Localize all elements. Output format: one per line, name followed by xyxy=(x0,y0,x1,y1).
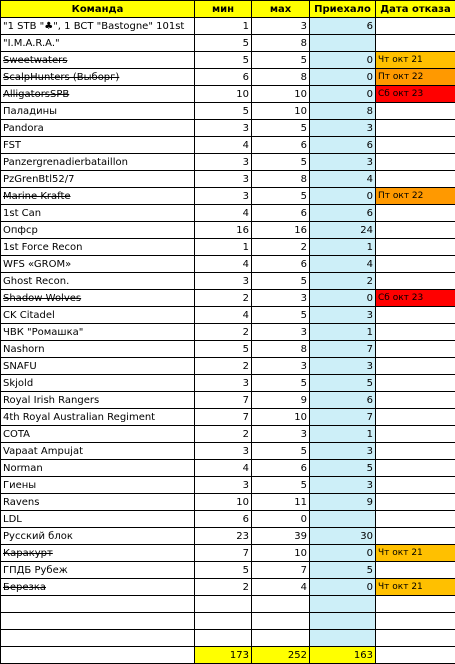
refusal-date-cell[interactable] xyxy=(376,630,455,647)
table-row xyxy=(1,137,455,154)
team-cell[interactable]: ГПДБ Рубеж xyxy=(1,562,195,579)
min-cell[interactable]: 6 xyxy=(195,511,252,528)
max-cell[interactable]: 10 xyxy=(252,86,310,103)
min-cell[interactable]: 3 xyxy=(195,477,252,494)
max-cell[interactable]: 5 xyxy=(252,120,310,137)
max-cell[interactable]: 5 xyxy=(252,154,310,171)
max-cell[interactable]: 5 xyxy=(252,477,310,494)
refusal-date-cell[interactable] xyxy=(376,562,455,579)
max-cell[interactable]: 3 xyxy=(252,426,310,443)
team-cell[interactable] xyxy=(1,613,195,630)
team-cell[interactable]: "1 STB "♣", 1 BCT "Bastogne" 101st xyxy=(1,18,195,35)
refusal-date-cell[interactable] xyxy=(376,205,455,222)
team-cell[interactable]: Русский блок xyxy=(1,528,195,545)
table-row xyxy=(1,222,455,239)
arrived-cell[interactable]: 6 xyxy=(310,18,376,35)
team-cell[interactable]: Березка xyxy=(1,579,195,596)
min-cell[interactable]: 5 xyxy=(195,52,252,69)
table-row xyxy=(1,579,455,596)
total-refusal-cell[interactable] xyxy=(376,647,455,664)
arrived-cell[interactable] xyxy=(310,630,376,647)
min-cell[interactable] xyxy=(195,630,252,647)
team-cell[interactable]: 1st Can xyxy=(1,205,195,222)
max-cell[interactable]: 2 xyxy=(252,239,310,256)
min-cell[interactable]: 3 xyxy=(195,273,252,290)
refusal-date-cell[interactable] xyxy=(376,477,455,494)
min-cell[interactable]: 7 xyxy=(195,409,252,426)
arrived-cell[interactable]: 4 xyxy=(310,171,376,188)
team-cell[interactable] xyxy=(1,596,195,613)
team-cell[interactable]: WFS «GROM» xyxy=(1,256,195,273)
table-row xyxy=(1,307,455,324)
team-cell[interactable]: Royal Irish Rangers xyxy=(1,392,195,409)
arrived-cell[interactable]: 3 xyxy=(310,443,376,460)
team-cell[interactable]: SNAFU xyxy=(1,358,195,375)
refusal-date-cell[interactable] xyxy=(376,222,455,239)
max-cell[interactable]: 5 xyxy=(252,375,310,392)
table-row xyxy=(1,69,455,86)
arrived-cell[interactable]: 0 xyxy=(310,545,376,562)
table-row xyxy=(1,35,455,52)
max-cell[interactable]: 5 xyxy=(252,273,310,290)
refusal-date-cell[interactable] xyxy=(376,171,455,188)
team-cell[interactable]: 4th Royal Australian Regiment xyxy=(1,409,195,426)
refusal-date-cell[interactable] xyxy=(376,528,455,545)
refusal-date-cell[interactable] xyxy=(376,443,455,460)
table-row xyxy=(1,562,455,579)
min-cell[interactable]: 3 xyxy=(195,443,252,460)
table-row xyxy=(1,341,455,358)
min-cell[interactable]: 4 xyxy=(195,307,252,324)
team-cell[interactable]: Паладины xyxy=(1,103,195,120)
max-cell[interactable]: 6 xyxy=(252,460,310,477)
arrived-cell[interactable]: 7 xyxy=(310,341,376,358)
refusal-date-cell[interactable] xyxy=(376,375,455,392)
min-cell[interactable]: 10 xyxy=(195,494,252,511)
table-row xyxy=(1,477,455,494)
min-cell[interactable]: 4 xyxy=(195,460,252,477)
team-cell[interactable]: LDL xyxy=(1,511,195,528)
refusal-date-cell[interactable] xyxy=(376,307,455,324)
max-cell[interactable]: 8 xyxy=(252,171,310,188)
max-cell[interactable]: 8 xyxy=(252,69,310,86)
refusal-date-cell[interactable] xyxy=(376,392,455,409)
team-cell[interactable]: Гиены xyxy=(1,477,195,494)
arrived-cell[interactable]: 9 xyxy=(310,494,376,511)
min-cell[interactable]: 3 xyxy=(195,171,252,188)
team-cell[interactable]: Marine Krafte xyxy=(1,188,195,205)
arrived-cell[interactable]: 0 xyxy=(310,188,376,205)
table-row xyxy=(1,239,455,256)
min-cell[interactable] xyxy=(195,613,252,630)
refusal-date-cell[interactable] xyxy=(376,103,455,120)
refusal-date-cell[interactable] xyxy=(376,18,455,35)
header-refusal-date[interactable]: Дата отказа xyxy=(376,1,455,18)
max-cell[interactable]: 3 xyxy=(252,358,310,375)
max-cell[interactable]: 6 xyxy=(252,137,310,154)
team-cell[interactable]: "I.M.A.R.A." xyxy=(1,35,195,52)
table-row xyxy=(1,358,455,375)
refusal-date-cell[interactable] xyxy=(376,613,455,630)
totals-label-cell[interactable] xyxy=(1,647,195,664)
min-cell[interactable]: 3 xyxy=(195,375,252,392)
min-cell[interactable]: 2 xyxy=(195,290,252,307)
arrived-cell[interactable]: 30 xyxy=(310,528,376,545)
max-cell[interactable] xyxy=(252,613,310,630)
max-cell[interactable]: 5 xyxy=(252,188,310,205)
refusal-date-cell[interactable] xyxy=(376,256,455,273)
team-cell[interactable] xyxy=(1,630,195,647)
team-cell[interactable]: Vapaat Ampujat xyxy=(1,443,195,460)
arrived-cell[interactable] xyxy=(310,596,376,613)
max-cell[interactable]: 3 xyxy=(252,324,310,341)
arrived-cell[interactable]: 6 xyxy=(310,137,376,154)
team-cell[interactable]: 1st Force Recon xyxy=(1,239,195,256)
arrived-cell[interactable] xyxy=(310,35,376,52)
team-cell[interactable]: Sweetwaters xyxy=(1,52,195,69)
refusal-date-cell[interactable] xyxy=(376,324,455,341)
table-row xyxy=(1,426,455,443)
team-cell[interactable]: Norman xyxy=(1,460,195,477)
max-cell[interactable]: 4 xyxy=(252,579,310,596)
arrived-cell[interactable]: 0 xyxy=(310,69,376,86)
arrived-cell[interactable] xyxy=(310,613,376,630)
arrived-cell[interactable]: 3 xyxy=(310,307,376,324)
header-team[interactable]: Команда xyxy=(1,1,195,18)
header-arrived[interactable]: Приехало xyxy=(310,1,376,18)
team-cell[interactable]: Nashorn xyxy=(1,341,195,358)
team-cell[interactable]: Ravens xyxy=(1,494,195,511)
min-cell[interactable]: 3 xyxy=(195,188,252,205)
min-cell[interactable]: 5 xyxy=(195,103,252,120)
team-cell[interactable]: Pandora xyxy=(1,120,195,137)
arrived-cell[interactable]: 6 xyxy=(310,392,376,409)
max-cell[interactable]: 5 xyxy=(252,307,310,324)
refusal-date-cell[interactable] xyxy=(376,596,455,613)
team-cell[interactable]: ЧВК "Ромашка" xyxy=(1,324,195,341)
team-cell[interactable]: Panzergrenadierbataillon xyxy=(1,154,195,171)
total-arrived-cell[interactable]: 163 xyxy=(310,647,376,664)
team-cell[interactable]: Shadow Wolves xyxy=(1,290,195,307)
max-cell[interactable]: 5 xyxy=(252,443,310,460)
table-row xyxy=(1,18,455,35)
min-cell[interactable]: 7 xyxy=(195,392,252,409)
arrived-cell[interactable]: 0 xyxy=(310,290,376,307)
max-cell[interactable]: 8 xyxy=(252,341,310,358)
table-row xyxy=(1,103,455,120)
table-row xyxy=(1,154,455,171)
arrived-cell[interactable]: 3 xyxy=(310,477,376,494)
max-cell[interactable]: 39 xyxy=(252,528,310,545)
arrived-cell[interactable]: 24 xyxy=(310,222,376,239)
refusal-date-cell[interactable] xyxy=(376,511,455,528)
max-cell[interactable]: 3 xyxy=(252,18,310,35)
total-max-cell[interactable]: 252 xyxy=(252,647,310,664)
refusal-date-cell[interactable]: Пт окт 22 xyxy=(376,188,455,205)
table-row xyxy=(1,630,455,647)
min-cell[interactable]: 4 xyxy=(195,137,252,154)
arrived-cell[interactable]: 2 xyxy=(310,273,376,290)
min-cell[interactable]: 6 xyxy=(195,69,252,86)
min-cell[interactable]: 16 xyxy=(195,222,252,239)
arrived-cell[interactable]: 0 xyxy=(310,52,376,69)
table-body xyxy=(1,18,455,647)
arrived-cell[interactable]: 3 xyxy=(310,358,376,375)
arrived-cell[interactable]: 0 xyxy=(310,579,376,596)
refusal-date-cell[interactable] xyxy=(376,154,455,171)
min-cell[interactable]: 7 xyxy=(195,545,252,562)
arrived-cell[interactable]: 6 xyxy=(310,205,376,222)
table-row xyxy=(1,86,455,103)
arrived-cell[interactable]: 3 xyxy=(310,120,376,137)
team-cell[interactable]: Ghost Recon. xyxy=(1,273,195,290)
table-row xyxy=(1,290,455,307)
arrived-cell[interactable]: 0 xyxy=(310,86,376,103)
max-cell[interactable]: 6 xyxy=(252,256,310,273)
table-row xyxy=(1,205,455,222)
arrived-cell[interactable]: 5 xyxy=(310,460,376,477)
table-row xyxy=(1,511,455,528)
refusal-date-cell[interactable] xyxy=(376,426,455,443)
min-cell[interactable]: 2 xyxy=(195,426,252,443)
table-row xyxy=(1,409,455,426)
table-row xyxy=(1,443,455,460)
table-row xyxy=(1,545,455,562)
team-cell[interactable]: COTA xyxy=(1,426,195,443)
min-cell[interactable]: 1 xyxy=(195,239,252,256)
header-min[interactable]: мин xyxy=(195,1,252,18)
max-cell[interactable]: 3 xyxy=(252,290,310,307)
max-cell[interactable]: 11 xyxy=(252,494,310,511)
min-cell[interactable]: 2 xyxy=(195,358,252,375)
max-cell[interactable] xyxy=(252,630,310,647)
min-cell[interactable]: 5 xyxy=(195,35,252,52)
min-cell[interactable]: 23 xyxy=(195,528,252,545)
refusal-date-cell[interactable] xyxy=(376,137,455,154)
refusal-date-cell[interactable]: Чт окт 21 xyxy=(376,579,455,596)
team-cell[interactable]: Skjold xyxy=(1,375,195,392)
min-cell[interactable]: 5 xyxy=(195,341,252,358)
arrived-cell[interactable]: 1 xyxy=(310,324,376,341)
arrived-cell[interactable]: 5 xyxy=(310,375,376,392)
max-cell[interactable]: 8 xyxy=(252,35,310,52)
refusal-date-cell[interactable] xyxy=(376,341,455,358)
refusal-date-cell[interactable] xyxy=(376,239,455,256)
arrived-cell[interactable]: 5 xyxy=(310,562,376,579)
max-cell[interactable]: 10 xyxy=(252,409,310,426)
team-cell[interactable]: PzGrenBtl52/7 xyxy=(1,171,195,188)
totals-row xyxy=(1,647,455,664)
max-cell[interactable]: 16 xyxy=(252,222,310,239)
refusal-date-cell[interactable] xyxy=(376,460,455,477)
table-row xyxy=(1,596,455,613)
arrived-cell[interactable]: 1 xyxy=(310,239,376,256)
team-cell[interactable]: Опфср xyxy=(1,222,195,239)
table-row xyxy=(1,324,455,341)
arrived-cell[interactable]: 8 xyxy=(310,103,376,120)
max-cell[interactable]: 6 xyxy=(252,205,310,222)
min-cell[interactable]: 4 xyxy=(195,205,252,222)
table-row xyxy=(1,120,455,137)
max-cell[interactable]: 0 xyxy=(252,511,310,528)
team-cell[interactable]: Каракурт xyxy=(1,545,195,562)
refusal-date-cell[interactable]: Чт окт 21 xyxy=(376,545,455,562)
min-cell[interactable] xyxy=(195,596,252,613)
table-row xyxy=(1,494,455,511)
min-cell[interactable]: 10 xyxy=(195,86,252,103)
max-cell[interactable]: 7 xyxy=(252,562,310,579)
table-row xyxy=(1,188,455,205)
min-cell[interactable]: 3 xyxy=(195,154,252,171)
arrived-cell[interactable]: 1 xyxy=(310,426,376,443)
arrived-cell[interactable]: 3 xyxy=(310,154,376,171)
table-row xyxy=(1,171,455,188)
table-row xyxy=(1,460,455,477)
min-cell[interactable]: 4 xyxy=(195,256,252,273)
refusal-date-cell[interactable] xyxy=(376,273,455,290)
min-cell[interactable]: 1 xyxy=(195,18,252,35)
max-cell[interactable]: 9 xyxy=(252,392,310,409)
max-cell[interactable]: 10 xyxy=(252,103,310,120)
team-cell[interactable]: ScalpHunters (Выборг) xyxy=(1,69,195,86)
refusal-date-cell[interactable]: Сб окт 23 xyxy=(376,290,455,307)
table-row xyxy=(1,528,455,545)
arrived-cell[interactable]: 7 xyxy=(310,409,376,426)
refusal-date-cell[interactable] xyxy=(376,358,455,375)
arrived-cell[interactable] xyxy=(310,511,376,528)
team-cell[interactable]: FST xyxy=(1,137,195,154)
header-max[interactable]: мах xyxy=(252,1,310,18)
table-row xyxy=(1,256,455,273)
team-cell[interactable]: CK Citadel xyxy=(1,307,195,324)
table-row xyxy=(1,375,455,392)
refusal-date-cell[interactable] xyxy=(376,120,455,137)
refusal-date-cell[interactable]: Сб окт 23 xyxy=(376,86,455,103)
refusal-date-cell[interactable]: Пт окт 22 xyxy=(376,69,455,86)
table-row xyxy=(1,273,455,290)
header-row xyxy=(1,1,455,18)
max-cell[interactable]: 5 xyxy=(252,52,310,69)
min-cell[interactable]: 3 xyxy=(195,120,252,137)
team-cell[interactable]: AlligatorsSPB xyxy=(1,86,195,103)
refusal-date-cell[interactable]: Чт окт 21 xyxy=(376,52,455,69)
total-min-cell[interactable]: 173 xyxy=(195,647,252,664)
refusal-date-cell[interactable] xyxy=(376,35,455,52)
table-row xyxy=(1,613,455,630)
refusal-date-cell[interactable] xyxy=(376,409,455,426)
min-cell[interactable]: 5 xyxy=(195,562,252,579)
arrived-cell[interactable]: 4 xyxy=(310,256,376,273)
min-cell[interactable]: 2 xyxy=(195,579,252,596)
refusal-date-cell[interactable] xyxy=(376,494,455,511)
min-cell[interactable]: 2 xyxy=(195,324,252,341)
max-cell[interactable]: 10 xyxy=(252,545,310,562)
table-row xyxy=(1,392,455,409)
max-cell[interactable] xyxy=(252,596,310,613)
table-row xyxy=(1,52,455,69)
